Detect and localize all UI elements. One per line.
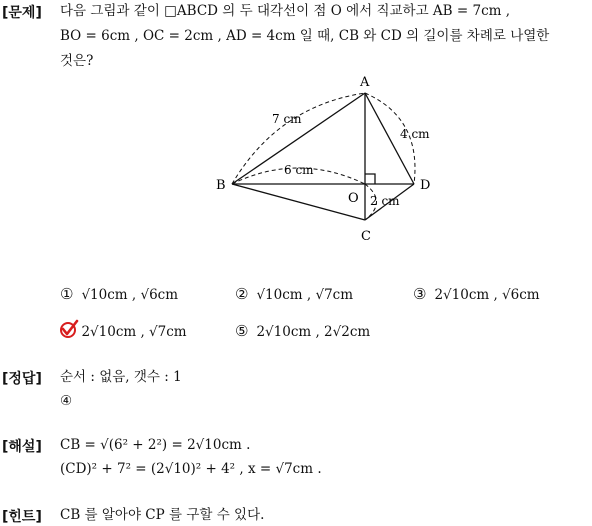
choice-2[interactable] [235,285,353,303]
choice-5[interactable] [235,322,370,340]
hint-text: CB 를 알아야 CP 를 구할 수 있다. [60,507,265,523]
answer-value: ④ [60,393,73,409]
answer-label: [정답] [2,371,42,387]
problem-line-2: BO = 6cm , OC = 2cm , AD = 4cm 일 때, CB 와 CD 의 길이를 차례로 나열한 [60,28,550,44]
problem-line-3: 것은? [60,53,94,69]
choice-1-number: ① [60,285,74,303]
hint-label: [힌트] [2,509,42,525]
answer-meta: 순서 : 없음, 갯수 : 1 [60,369,182,385]
choice-5-text: 2√10cm , 2√2cm [256,324,371,340]
explanation-line-1: CB = √(6² + 2²) = 2√10cm . [60,437,251,453]
choice-1-text: √10cm , √6cm [81,287,179,303]
length-label-oc: 2 cm [370,194,400,208]
length-label-bo: 6 cm [284,163,314,177]
choice-4-text: 2√10cm , √7cm [81,324,187,340]
segment-bc [232,184,365,220]
point-label-b: B [216,178,226,193]
problem-line-1: 다음 그림과 같이 □ABCD 의 두 대각선이 점 O 에서 직교하고 AB = 7cm , [60,3,511,19]
choice-2-number: ② [235,285,249,303]
problem-label: [문제] [2,5,42,21]
explanation-label: [해설] [2,439,42,455]
choice-2-text: √10cm , √7cm [256,287,354,303]
point-label-o: O [348,191,359,206]
quadrilateral-figure [200,68,440,248]
point-label-c: C [361,229,371,244]
length-label-ab: 7 cm [272,112,302,126]
point-label-d: D [420,178,431,193]
check-mark-icon [58,318,80,340]
choice-3[interactable] [413,285,540,303]
explanation-line-2: (CD)² + 7² = (2√10)² + 4² , x = √7cm . [60,461,322,477]
right-angle-mark [365,174,375,184]
choice-3-number: ③ [413,285,427,303]
length-label-ad: 4 cm [400,127,430,141]
choice-3-text: 2√10cm , √6cm [434,287,540,303]
point-label-a: A [360,75,370,90]
choice-1[interactable] [60,285,178,303]
choice-5-number: ⑤ [235,322,249,340]
